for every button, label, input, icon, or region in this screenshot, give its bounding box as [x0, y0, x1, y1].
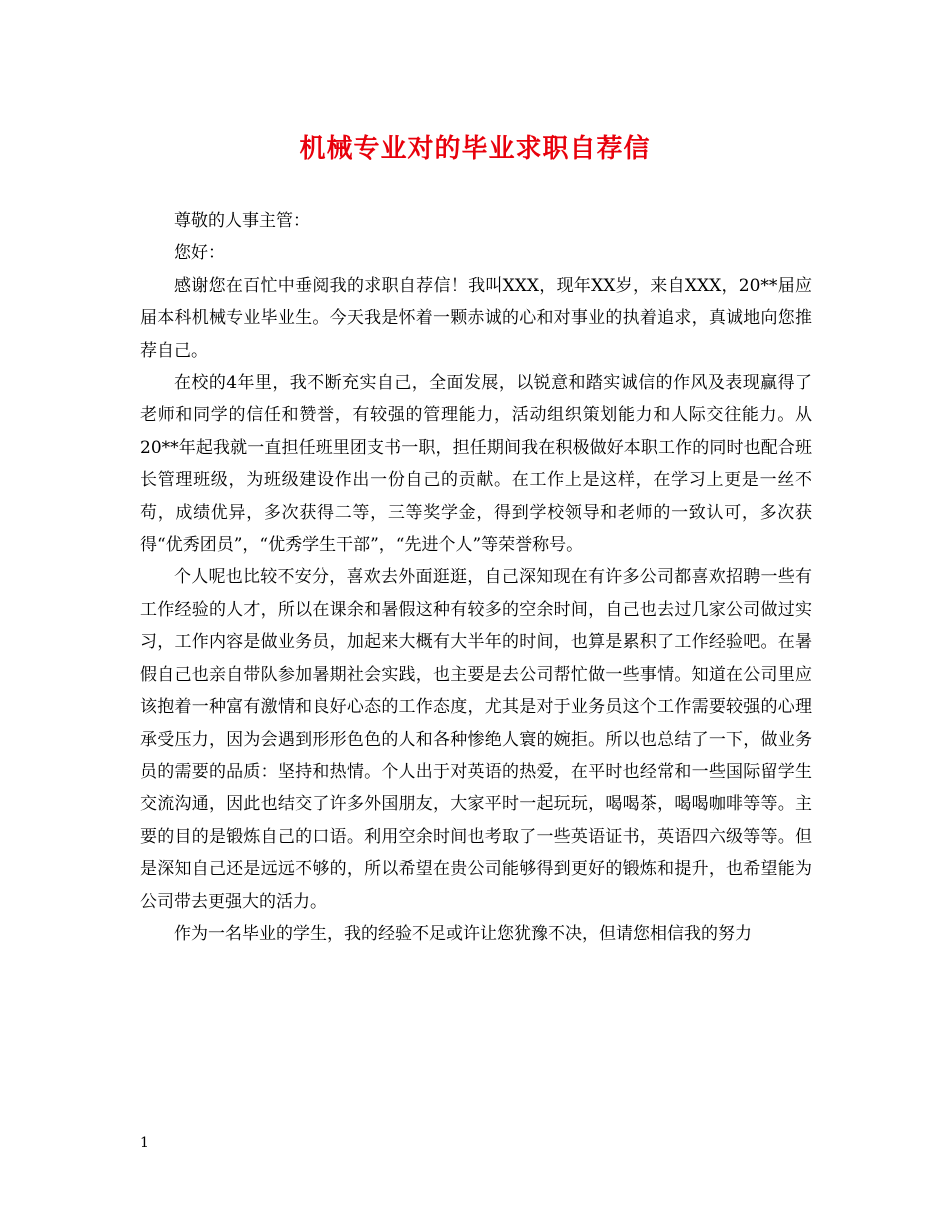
- greeting: 您好：: [174, 243, 225, 264]
- document-title: 机械专业对的毕业求职自荐信: [299, 134, 651, 164]
- paragraph-closing: 作为一名毕业的学生，我的经验不足或许让您犹豫不决，但请您相信我的努力: [174, 923, 752, 944]
- paragraph-experience: 个人呢也比较不安分，喜欢去外面逛逛，自己深知现在有许多公司都喜欢招聘一些有工作经验的人才，所以在课余和暑假这种有较多的空余时间，自己也去过几家公司做过实习，工作内容是做业务员，加起来大概有大半年的时间，也算是累积了工作经验吧。在暑假自己也亲自带队参加暑期社会实践，也主要是去公司帮忙做一些事情。知道在公司里应该抱着一种富有激情和良好心态的工作态度，尤其是对于业务员这个工作需要较强的心理承受压力，因为会遇到形形色色的人和各种惨绝人寰的婉拒。所以也总结了一下，做业务员的需要的品质：坚持和热情。个人出于对英语的热爱，在平时也经常和一些国际留学生交流沟通，因此也结交了许多外国朋友，大家平时一起玩玩，喝喝茶，喝喝咖啡等等。主要的目的是锻炼自己的口语。利用空余时间也考取了一些英语证书，英语四六级等等。但是深知自己还是远远不够的，所以希望在贵公司能够得到更好的锻炼和提升，也希望能为公司带去更强大的活力。: [140, 567, 812, 912]
- salutation: 尊敬的人事主管：: [174, 211, 310, 231]
- document-body: [140, 205, 812, 950]
- page-number: 1: [140, 1135, 149, 1151]
- paragraph-school: 在校的4年里，我不断充实自己，全面发展，以锐意和踏实诚信的作风及表现赢得了老师和同学的信任和赞誉，有较强的管理能力，活动组织策划能力和人际交往能力。从20**年起我就一直担任班里团支书一职，担任期间我在积极做好本职工作的同时也配合班长管理班级，为班级建设作出一份自己的贡献。在工作上是这样，在学习上更是一丝不苟，成绩优异，多次获得二等，三等奖学金，得到学校领导和老师的一致认可，多次获得“优秀团员”，“优秀学生干部”，“先进个人”等荣誉称号。: [140, 373, 812, 556]
- paragraph-intro: 感谢您在百忙中垂阅我的求职自荐信！我叫XXX，现年XX岁，来自XXX，20**届应届本科机械专业毕业生。今天我是怀着一颗赤诚的心和对事业的执着追求，真诚地向您推荐自己。: [140, 275, 812, 361]
